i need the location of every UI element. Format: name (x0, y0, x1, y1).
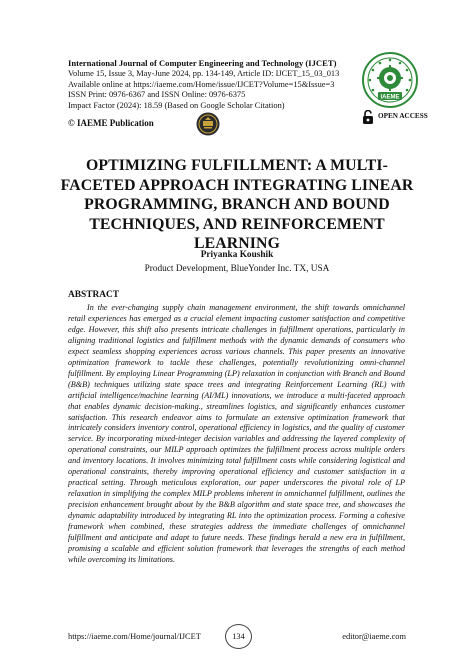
iaeme-logo-icon (196, 112, 220, 136)
title-line: OPTIMIZING FULFILLMENT: A MULTI- (85, 157, 389, 174)
open-access-label: OPEN ACCESS (378, 112, 428, 120)
publisher-row (68, 112, 408, 136)
title-line: PROGRAMMING, BRANCH AND BOUND (84, 196, 390, 213)
page-number-text: 134 (232, 632, 245, 641)
abstract-text: In the ever-changing supply chain management environment, the shift towards omnichannel retail experiences has emerged as a crucial element impacting customer satisfaction and competitive edge. However, this shift also presents intricate challenges in fulfillment operations, particularly in aligning traditional logistics and fulfillment methods with the dynamic demands of consumers who expect seamless shopping experiences across various channels. This paper presents an innovative optimization framework to tackle these challenges, potentially revolutionizing omni-channel fulfillment. By employing Linear Programming (LP) relaxation in conjunction with Branch and Bound (B&B) techniques utilizing state space trees and integrating Reinforcement Learning (RL) with artificial intelligence/machine learning (AI/ML) innovations, we introduce a multi-faceted approach that enables dynamic decision-making., streamlines logistics, and significantly enhances customer satisfaction. This research endeavor aims to formulate an extensive optimization framework that intricately considers inventory control, operational efficiency in logistics, and the quality of customer service. By incorporating mixed-integer decision variables and addressing the layered complexity of operational constraints, our MILP approach optimizes the fulfillment process across multiple orders and inventory locations. It involves minimizing total fulfillment costs while considering logistical and operational constraints, thereby improving operational efficiency and customer satisfaction in a practical setting. Through meticulous exploration, our paper underscores the pivotal role of LP relaxation in simplifying the complex MILP problems inherent in omnichannel fulfillment, outlines the precision enhancement brought about by the B&B algorithm and state space tree, and showcases the dynamic adaptability introduced by integrating RL into the optimization process. Forming a cohesive framework when combined, these strategies address the immediate challenges of omnichannel fulfillment and anticipate and adapt to future needs. These findings herald a new era in fulfillment, promising a scalable and efficient solution framework that leverages the strengths of each method while overcoming its limitations. (68, 303, 405, 564)
journal-title: International Journal of Computer Engineering and Technology (IJCET) (68, 58, 337, 68)
seal-label: IAEME (380, 94, 400, 101)
paper-title (60, 156, 414, 254)
page-footer (68, 624, 406, 648)
publisher-seal-icon (362, 52, 418, 108)
author-affiliation: Product Development, BlueYonder Inc. TX, USA (144, 264, 330, 274)
volume-line: Volume 15, Issue 3, May-June 2024, pp. 134-149, Article ID: IJCET_15_03_013 (68, 69, 340, 78)
issn-line: ISSN Print: 0976-6367 and ISSN Online: 0976-6375 (68, 90, 246, 100)
author-name: Priyanka Koushik (200, 250, 274, 260)
footer-journal-url[interactable]: https://iaeme.com/Home/journal/IJCET (68, 632, 201, 641)
impact-factor-line: Impact Factor (2024): 18.59 (Based on Google Scholar Citation) (68, 100, 285, 110)
title-line: FACETED APPROACH INTEGRATING LINEAR (60, 176, 414, 194)
open-access-badge (362, 110, 452, 124)
open-access-lock-icon (362, 110, 374, 124)
journal-header (68, 58, 368, 111)
copyright-text: © IAEME Publication (68, 118, 154, 128)
available-online-line[interactable]: Available online at https://iaeme.com/Home/issue/IJCET?Volume=15&Issue=3 (68, 79, 335, 89)
footer-email[interactable]: editor@iaeme.com (342, 632, 406, 641)
title-line: TECHNIQUES, AND REINFORCEMENT (89, 215, 385, 233)
page-number (225, 624, 252, 649)
title-line: LEARNING (194, 235, 280, 252)
abstract-heading: ABSTRACT (68, 290, 120, 300)
